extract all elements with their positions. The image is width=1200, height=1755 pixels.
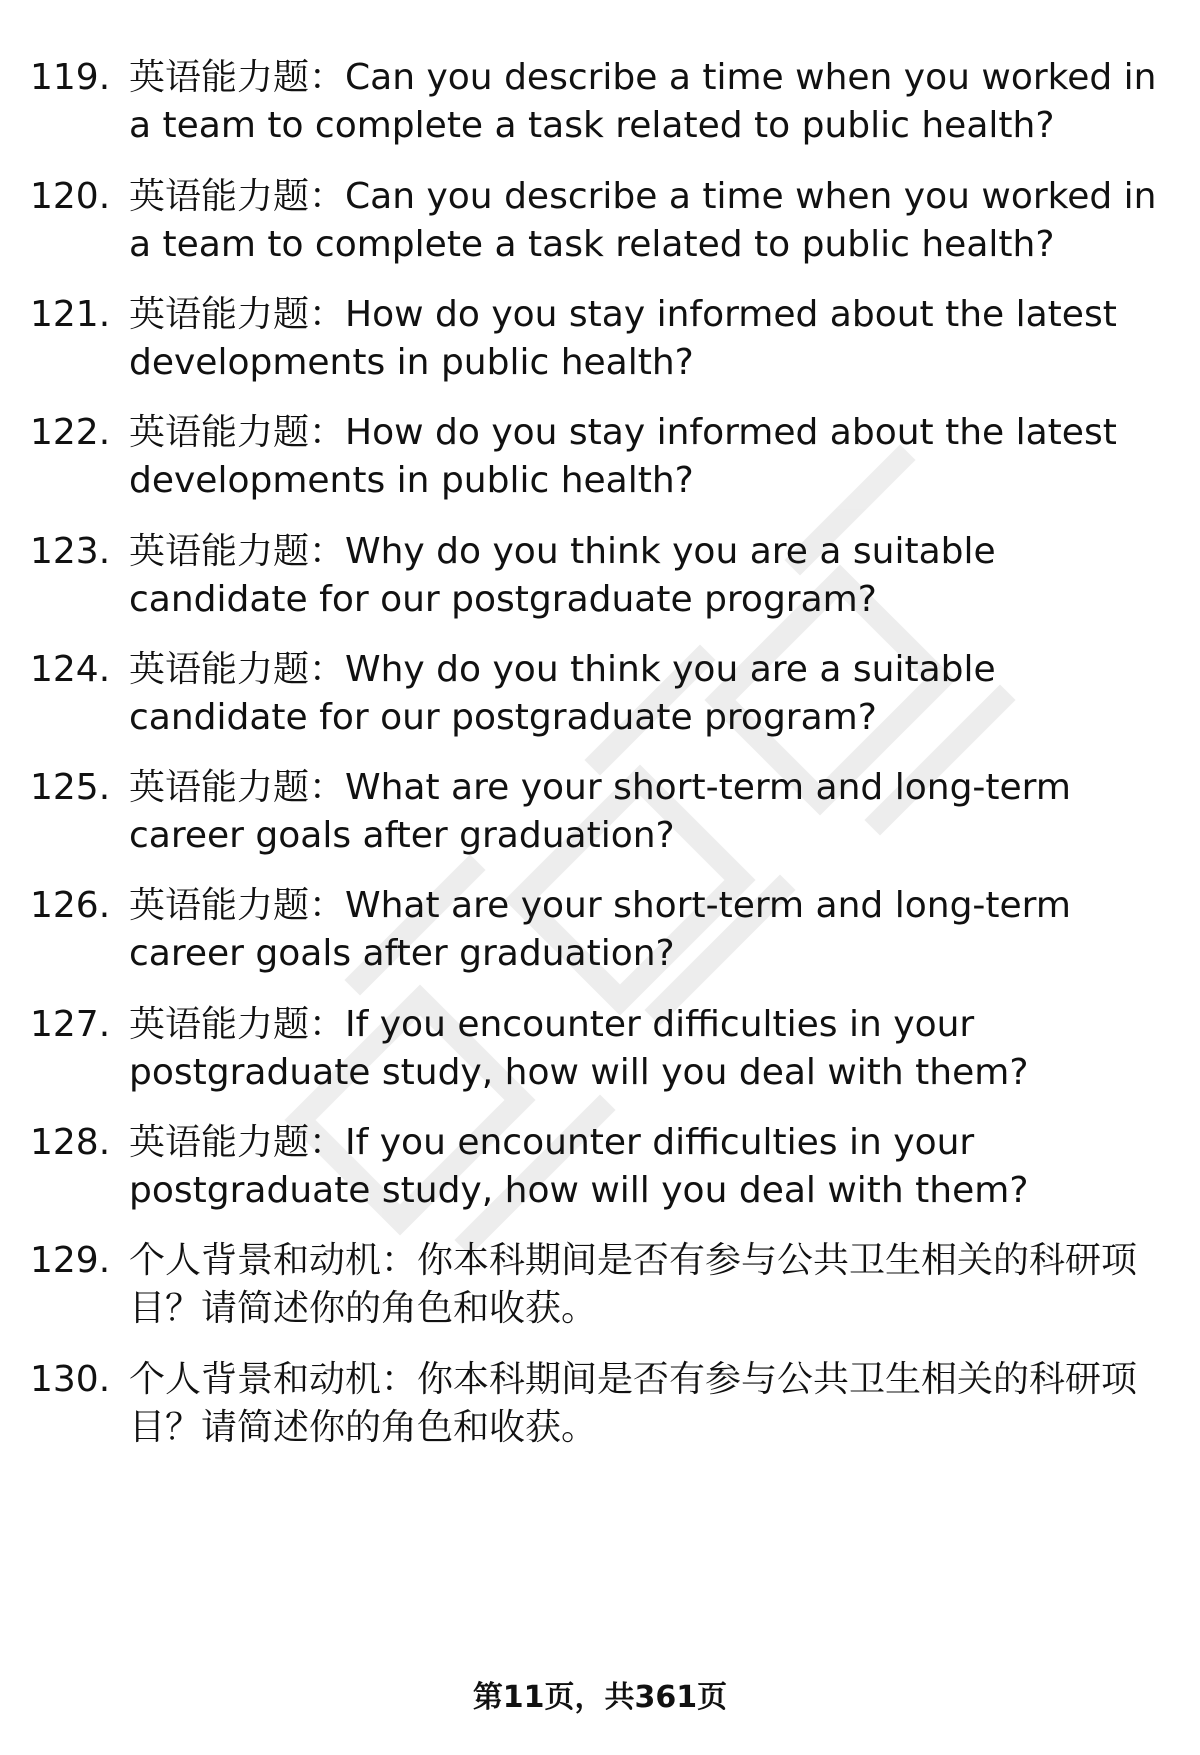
question-text-block <box>129 173 1169 269</box>
question-text-block <box>129 1119 1169 1215</box>
question-category: 英语能力题： <box>129 412 346 453</box>
question-category: 英语能力题： <box>129 294 346 335</box>
question-number: 120. <box>30 176 111 217</box>
question-text: Can you describe a time when you worked in a team to complete a task related to public health? <box>129 57 1157 146</box>
question-text: 你本科期间是否有参与公共卫生相关的科研项目？请简述你的角色和收获。 <box>129 1359 1138 1448</box>
question-item <box>0 1001 1200 1111</box>
question-text-block <box>129 1356 1169 1452</box>
question-category: 英语能力题： <box>129 767 346 808</box>
question-item <box>0 173 1200 283</box>
question-number: 130. <box>30 1359 111 1400</box>
question-number: 121. <box>30 294 111 335</box>
question-text: If you encounter difficulties in your postgraduate study, how will you deal with them? <box>129 1004 1029 1093</box>
question-text-block <box>129 291 1169 387</box>
question-text: What are your short-term and long-term career goals after graduation? <box>129 767 1071 856</box>
question-text-block <box>129 646 1169 742</box>
question-number: 127. <box>30 1004 111 1045</box>
question-text: Why do you think you are a suitable candidate for our postgraduate program? <box>129 649 996 738</box>
question-item <box>0 1237 1200 1347</box>
question-category: 个人背景和动机： <box>129 1359 418 1400</box>
question-text-block <box>129 528 1169 624</box>
question-text: If you encounter difficulties in your postgraduate study, how will you deal with them? <box>129 1122 1029 1211</box>
question-number: 129. <box>30 1240 111 1281</box>
question-number: 122. <box>30 412 111 453</box>
question-item <box>0 764 1200 874</box>
question-item <box>0 291 1200 401</box>
question-text: 你本科期间是否有参与公共卫生相关的科研项目？请简述你的角色和收获。 <box>129 1240 1138 1329</box>
question-text-block <box>129 764 1169 860</box>
question-text-block <box>129 1237 1169 1333</box>
question-item <box>0 54 1200 164</box>
question-text-block <box>129 54 1169 150</box>
question-text-block <box>129 409 1169 505</box>
question-text-block <box>129 1001 1169 1097</box>
page-footer: 第11页，共361页 <box>472 1680 728 1715</box>
question-number: 119. <box>30 57 111 98</box>
question-number: 126. <box>30 885 111 926</box>
question-category: 个人背景和动机： <box>129 1240 418 1281</box>
question-category: 英语能力题： <box>129 57 346 98</box>
question-item <box>0 1119 1200 1229</box>
question-item <box>0 882 1200 992</box>
question-text: Why do you think you are a suitable candidate for our postgraduate program? <box>129 531 996 620</box>
question-category: 英语能力题： <box>129 1004 346 1045</box>
question-category: 英语能力题： <box>129 531 346 572</box>
question-category: 英语能力题： <box>129 176 346 217</box>
question-number: 124. <box>30 649 111 690</box>
question-text: How do you stay informed about the latest developments in public health? <box>129 294 1117 383</box>
question-category: 英语能力题： <box>129 885 346 926</box>
question-item <box>0 1356 1200 1466</box>
question-number: 123. <box>30 531 111 572</box>
question-text: What are your short-term and long-term career goals after graduation? <box>129 885 1071 974</box>
question-text-block <box>129 882 1169 978</box>
question-item <box>0 646 1200 756</box>
question-text: How do you stay informed about the latest developments in public health? <box>129 412 1117 501</box>
question-number: 125. <box>30 767 111 808</box>
question-item <box>0 528 1200 638</box>
question-number: 128. <box>30 1122 111 1163</box>
question-item <box>0 409 1200 519</box>
question-category: 英语能力题： <box>129 1122 346 1163</box>
question-text: Can you describe a time when you worked in a team to complete a task related to public health? <box>129 176 1157 265</box>
question-category: 英语能力题： <box>129 649 346 690</box>
